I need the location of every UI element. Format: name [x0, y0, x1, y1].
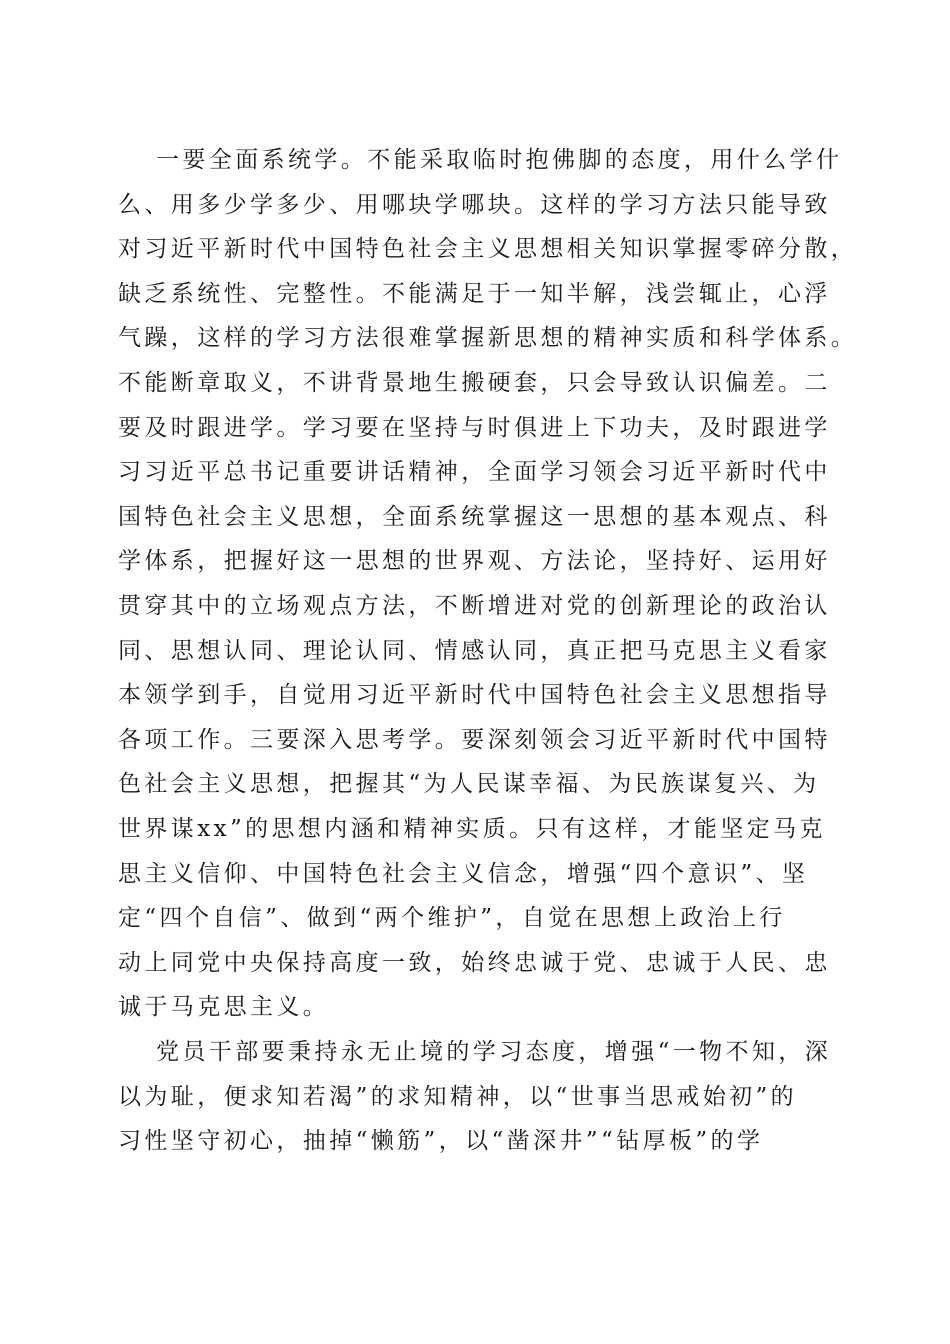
text-line: 定“四个自信”、做到“两个维护”，自觉在思想上政治上行 — [118, 905, 786, 932]
text-line: 不能断章取义，不讲背景地生搬硬套，只会导致认识偏差。二 — [118, 369, 831, 396]
text-line: 国特色社会主义思想，全面系统掌握这一思想的基本观点、科 — [118, 503, 831, 530]
text-line: 本领学到手，自觉用习近平新时代中国特色社会主义思想指导 — [118, 682, 831, 709]
text-line: 思主义信仰、中国特色社会主义信念，增强“四个意识”、坚 — [118, 860, 809, 887]
text-line: 动上同党中央保持高度一致，始终忠诚于党、忠诚于人民、忠 — [118, 949, 831, 976]
text-line: 要及时跟进学。学习要在坚持与时俱进上下功夫，及时跟进学 — [118, 414, 831, 441]
text-line: 各项工作。三要深入思考学。要深刻领会习近平新时代中国特 — [118, 726, 831, 753]
text-line: 学体系，把握好这一思想的世界观、方法论，坚持好、运用好 — [118, 548, 831, 575]
text-line: 气躁，这样的学习方法很难掌握新思想的精神实质和科学体系。 — [118, 325, 858, 352]
text-line: 缺乏系统性、完整性。不能满足于一知半解，浅尝辄止，心浮 — [118, 280, 831, 307]
text-line: 么、用多少学多少、用哪块学哪块。这样的学习方法只能导致 — [118, 191, 831, 218]
paragraph-learning-attitude — [118, 1030, 838, 1164]
text-line: 同、思想认同、理论认同、情感认同，真正把马克思主义看家 — [118, 637, 831, 664]
text-line: 世界谋xx”的思想内涵和精神实质。只有这样，才能坚定马克 — [118, 815, 826, 842]
text-line: 习习近平总书记重要讲话精神，全面学习领会习近平新时代中 — [118, 459, 831, 486]
text-line: 一要全面系统学。不能采取临时抱佛脚的态度，用什么学什 — [156, 147, 843, 173]
text-line: 习性坚守初心，抽掉“懒筋”，以“凿深井”“钻厚板”的学 — [118, 1128, 764, 1155]
text-line: 诚于马克思主义。 — [118, 994, 330, 1021]
paragraph-study-methods — [118, 138, 858, 1030]
text-line: 以为耻，便求知若渴”的求知精神，以“世事当思戒始初”的 — [118, 1083, 798, 1110]
text-line: 贯穿其中的立场观点方法，不断增进对党的创新理论的政治认 — [118, 592, 831, 619]
text-line: 对习近平新时代中国特色社会主义思想相关知识掌握零碎分散， — [118, 236, 858, 263]
text-line: 党员干部要秉持永无止境的学习态度，增强“一物不知，深 — [156, 1039, 832, 1065]
text-line: 色社会主义思想，把握其“为人民谋幸福、为民族谋复兴、为 — [118, 771, 820, 798]
